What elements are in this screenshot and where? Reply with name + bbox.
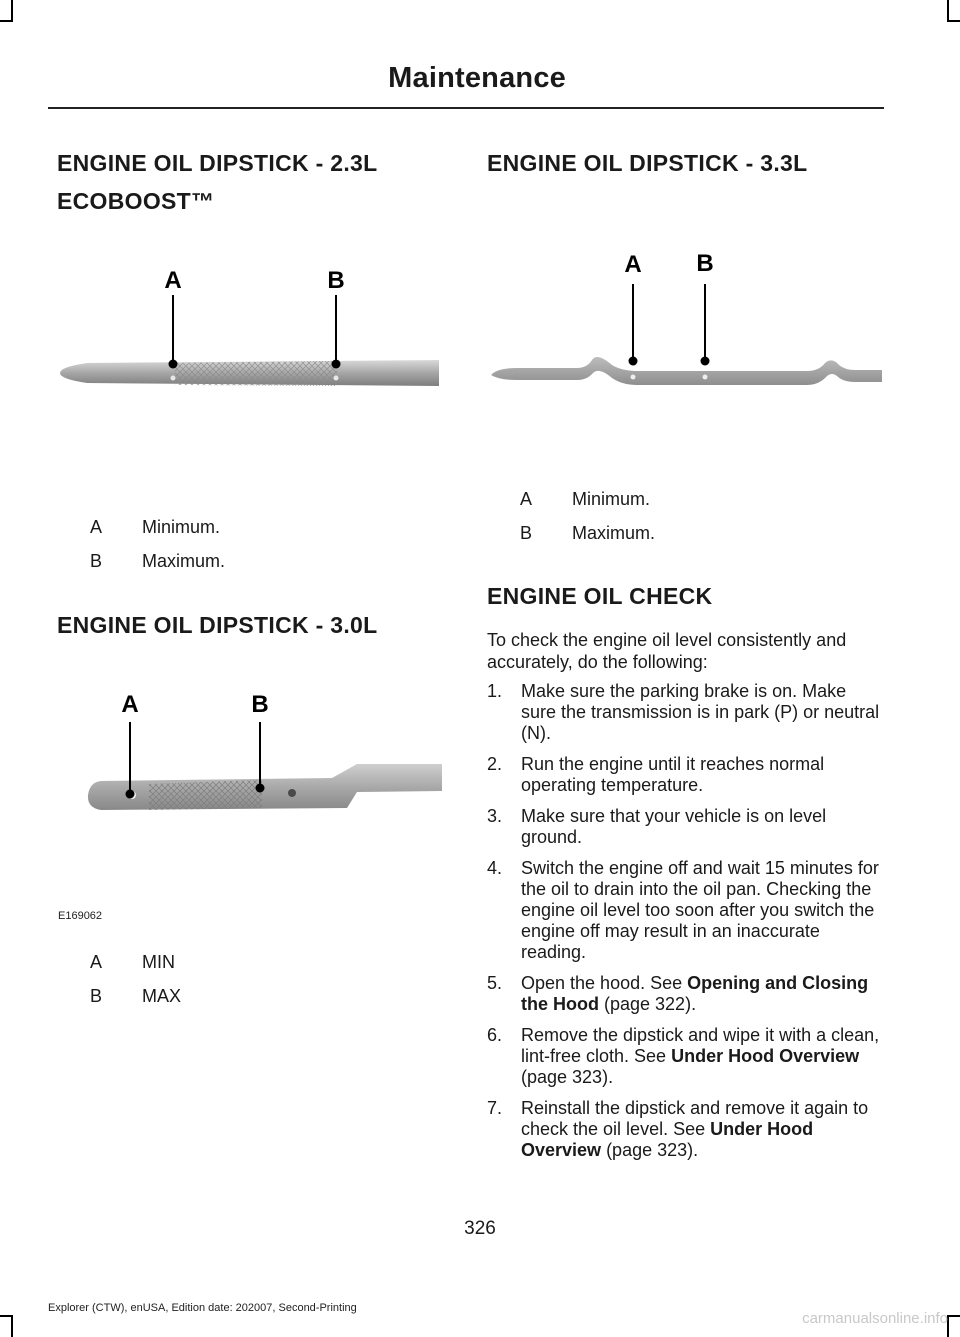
crop-mark [0, 20, 13, 22]
step-item: 4. Switch the engine off and wait 15 minutes for the oil to drain into the oil pan. Checking the engine oil level too soon after you switch the engine off may result in an inaccurate reading. [487, 858, 879, 962]
callout-b: B [327, 267, 345, 294]
dipstick-3-3l-illustration [487, 240, 882, 410]
oil-check-steps [487, 681, 882, 1171]
cross-reference-link[interactable]: Opening and Closing the Hood [521, 973, 869, 1014]
dipstick-2-3l-illustration [57, 255, 442, 405]
legend-row: A Minimum. [520, 489, 651, 509]
section-heading-oil-check: ENGINE OIL CHECK [487, 583, 713, 609]
callout-b: B [696, 250, 714, 277]
callout-a: A [624, 251, 642, 278]
page-header [48, 62, 884, 95]
legend-row: B Maximum. [520, 523, 656, 543]
section-heading-3-0l: ENGINE OIL DIPSTICK - 3.0L [57, 612, 378, 638]
crop-mark [947, 1315, 960, 1317]
watermark: carmanualsonline.info [802, 1310, 948, 1327]
cross-reference-link[interactable]: Under Hood Overview [671, 1046, 860, 1066]
intro-paragraph: To check the engine oil level consistently and accurately, do the following: [487, 630, 847, 672]
crop-mark [11, 0, 13, 20]
cross-reference-link[interactable]: Under Hood Overview [521, 1119, 814, 1160]
callout-b: B [251, 691, 269, 718]
callout-a: A [164, 267, 182, 294]
step-item: 6. Remove the dipstick and wipe it with a clean, lint-free cloth. See Under Hood Overview (page 323). [487, 1025, 880, 1087]
hole-min [171, 376, 176, 381]
crop-mark [11, 1317, 13, 1337]
legend-row: B MAX [90, 986, 182, 1006]
header-rule [48, 107, 884, 109]
page-title: Maintenance [388, 62, 566, 94]
crop-mark [947, 20, 960, 22]
legend-3-3l [487, 489, 655, 557]
crop-mark [947, 0, 949, 20]
crop-mark [0, 1315, 13, 1317]
section-heading-3-3l: ENGINE OIL DIPSTICK - 3.3L [487, 150, 808, 176]
footer-edition: Explorer (CTW), enUSA, Edition date: 202007, Second-Printing [48, 1302, 357, 1314]
step-item: 3. Make sure that your vehicle is on level ground. [487, 806, 827, 847]
section-heading-2-3l: ENGINE OIL DIPSTICK - 2.3L ECOBOOST™ [57, 150, 378, 214]
step-item: 1. Make sure the parking brake is on. Make sure the transmission is in park (P) or neutral (N). [487, 681, 880, 743]
legend-row: A MIN [90, 952, 175, 972]
legend-2-3l [57, 517, 225, 585]
callout-a: A [121, 691, 139, 718]
step-item: 7. Reinstall the dipstick and remove it again to check the oil level. See Under Hood Overview (page 323). [487, 1098, 869, 1160]
hole-max [334, 376, 339, 381]
dipstick-3-0l-illustration [57, 680, 442, 840]
step-item: 2. Run the engine until it reaches normal operating temperature. [487, 754, 825, 795]
legend-row: B Maximum. [90, 551, 226, 571]
page-number: 326 [464, 1218, 496, 1239]
step-item: 5. Open the hood. See Opening and Closing the Hood (page 322). [487, 973, 869, 1014]
legend-3-0l [57, 952, 181, 1020]
legend-row: A Minimum. [90, 517, 221, 537]
figure-code: E169062 [58, 910, 103, 922]
